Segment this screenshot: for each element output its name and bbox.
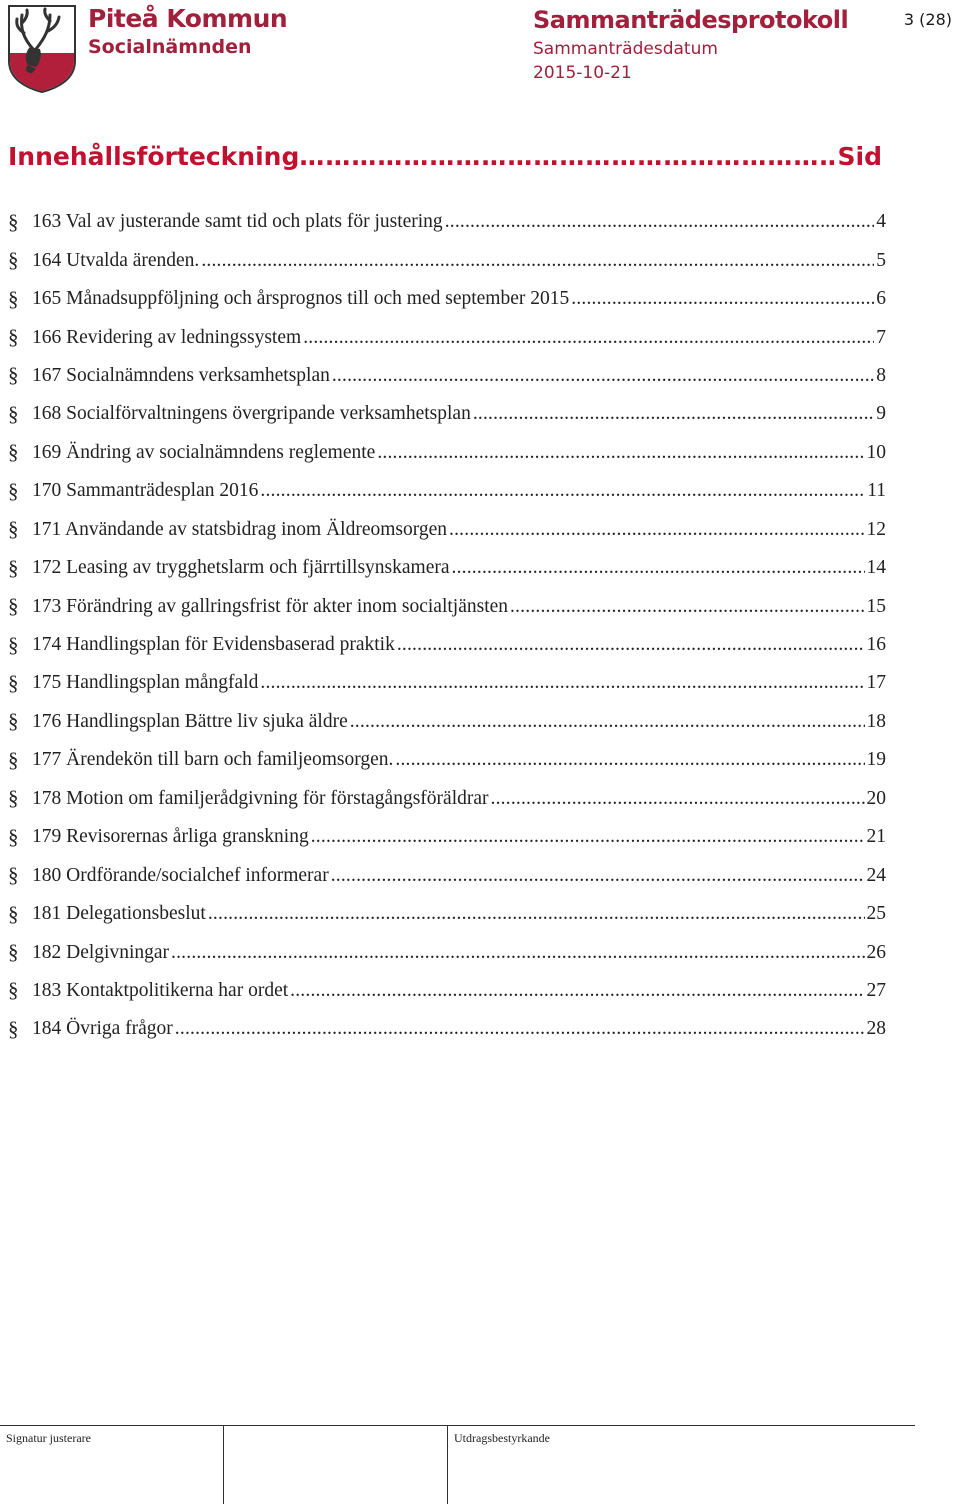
section-sign-icon: §: [8, 863, 19, 888]
toc-entry-page: 11: [867, 480, 886, 502]
toc-entry-leader: [571, 288, 874, 310]
toc-entry-page: 26: [866, 941, 886, 963]
toc-entry-page: 5: [876, 249, 886, 271]
extract-certification-box: [448, 1426, 915, 1504]
signature-footer: [0, 1425, 915, 1504]
toc-entry-title: 182 Delgivningar: [32, 941, 170, 963]
toc-entry-title: 184 Övriga frågor: [32, 1018, 173, 1040]
toc-entry[interactable]: [8, 895, 886, 933]
toc-entry-leader: [290, 980, 864, 1002]
toc-entry[interactable]: [8, 703, 886, 741]
extract-label: Utdragsbestyrkande: [454, 1431, 550, 1445]
toc-entry[interactable]: [8, 933, 886, 971]
toc-entry-title: 170 Sammanträdesplan 2016: [32, 480, 259, 502]
toc-entry-leader: [311, 826, 865, 848]
toc-entry[interactable]: [8, 203, 886, 241]
toc-list: [8, 203, 886, 1049]
toc-entry[interactable]: [8, 434, 886, 472]
section-sign-icon: §: [8, 901, 19, 926]
section-sign-icon: §: [8, 940, 19, 965]
toc-entry-title: 165 Månadsuppföljning och årsprognos till och med september 2015: [32, 288, 570, 310]
toc-entry-page: 17: [866, 672, 886, 694]
section-sign-icon: §: [8, 555, 19, 580]
toc-entry[interactable]: [8, 587, 886, 625]
section-sign-icon: §: [8, 747, 19, 772]
toc-entry[interactable]: [8, 280, 886, 318]
toc-entry-page: 8: [876, 364, 886, 386]
section-sign-icon: §: [8, 209, 19, 234]
toc-entry-title: 176 Handlingsplan Bättre liv sjuka äldre: [32, 710, 348, 732]
toc-entry-leader: [452, 557, 865, 579]
toc-entry-leader: [377, 442, 864, 464]
meeting-date-label: Sammanträdesdatum: [533, 39, 718, 59]
toc-entry-leader: [260, 672, 864, 694]
organization-name: Piteå Kommun: [88, 4, 288, 33]
toc-entry-page: 18: [866, 710, 886, 732]
section-sign-icon: §: [8, 594, 19, 619]
toc-entry-title: 177 Ärendekön till barn och familjeomsorgen.: [32, 749, 394, 771]
toc-entry-leader: [445, 211, 875, 233]
department-name: Socialnämnden: [88, 36, 252, 58]
toc-entry-leader: [332, 365, 874, 387]
toc-entry-leader: [397, 634, 865, 656]
toc-entry-page: 10: [866, 441, 886, 463]
toc-heading-title: Innehållsförteckning: [8, 142, 300, 171]
toc-entry[interactable]: [8, 395, 886, 433]
toc-entry-title: 175 Handlingsplan mångfald: [32, 672, 259, 694]
toc-entry-title: 181 Delegationsbeslut: [32, 903, 206, 925]
section-sign-icon: §: [8, 248, 19, 273]
toc-entry-title: 166 Revidering av ledningssystem: [32, 326, 302, 348]
section-sign-icon: §: [8, 363, 19, 388]
section-sign-icon: §: [8, 517, 19, 542]
toc-entry[interactable]: [8, 664, 886, 702]
toc-heading: [8, 142, 882, 171]
toc-heading-leader: [299, 142, 837, 171]
section-sign-icon: §: [8, 632, 19, 657]
toc-entry-title: 171 Användande av statsbidrag inom Äldreomsorgen: [32, 518, 448, 540]
toc-entry-leader: [303, 327, 874, 349]
toc-entry[interactable]: [8, 741, 886, 779]
reindeer-coat-of-arms-icon: [6, 3, 78, 93]
toc-entry-page: 25: [866, 903, 886, 925]
toc-entry-page: 9: [876, 403, 886, 425]
toc-entry-title: 180 Ordförande/socialchef informerar: [32, 864, 329, 886]
toc-entry-title: 168 Socialförvaltningens övergripande verksamhetsplan: [32, 403, 471, 425]
section-sign-icon: §: [8, 786, 19, 811]
toc-entry-leader: [510, 596, 864, 618]
page-number: 3 (28): [903, 10, 952, 29]
section-sign-icon: §: [8, 709, 19, 734]
toc-entry[interactable]: [8, 818, 886, 856]
toc-entry-page: 6: [876, 288, 886, 310]
toc-entry-page: 4: [876, 211, 886, 233]
toc-entry-title: 178 Motion om familjerådgivning för förstagångsföräldrar: [32, 787, 489, 809]
toc-entry-leader: [491, 788, 865, 810]
toc-entry-page: 12: [866, 518, 886, 540]
toc-entry-title: 174 Handlingsplan för Evidensbaserad praktik: [32, 634, 395, 656]
toc-entry[interactable]: [8, 626, 886, 664]
toc-entry-page: 21: [866, 826, 886, 848]
toc-entry-page: 20: [866, 787, 886, 809]
toc-entry[interactable]: [8, 511, 886, 549]
section-sign-icon: §: [8, 1016, 19, 1041]
toc-entry-leader: [171, 942, 864, 964]
toc-entry-page: 15: [866, 595, 886, 617]
section-sign-icon: §: [8, 824, 19, 849]
toc-entry-title: 169 Ändring av socialnämndens reglemente: [32, 441, 376, 463]
toc-entry-leader: [208, 903, 865, 925]
section-sign-icon: §: [8, 670, 19, 695]
section-sign-icon: §: [8, 286, 19, 311]
toc-entry-page: 19: [866, 749, 886, 771]
toc-entry-leader: [350, 711, 865, 733]
toc-entry-page: 7: [876, 326, 886, 348]
section-sign-icon: §: [8, 325, 19, 350]
toc-entry-leader: [260, 480, 865, 502]
toc-entry-page: 14: [866, 557, 886, 579]
toc-entry-page: 24: [866, 864, 886, 886]
toc-entry[interactable]: [8, 1010, 886, 1048]
meeting-date-value: 2015-10-21: [533, 63, 632, 83]
toc-entry-title: 172 Leasing av trygghetslarm och fjärrtillsynskamera: [32, 557, 450, 579]
toc-entry-leader: [449, 519, 864, 541]
section-sign-icon: §: [8, 478, 19, 503]
signature-label: Signatur justerare: [6, 1431, 91, 1445]
toc-entry[interactable]: [8, 780, 886, 818]
toc-entry[interactable]: [8, 856, 886, 894]
section-sign-icon: §: [8, 440, 19, 465]
toc-entry[interactable]: [8, 318, 886, 356]
section-sign-icon: §: [8, 978, 19, 1003]
toc-entry-title: 183 Kontaktpolitikerna har ordet: [32, 979, 289, 1001]
toc-entry-title: 167 Socialnämndens verksamhetsplan: [32, 364, 330, 386]
toc-entry[interactable]: [8, 241, 886, 279]
toc-entry-leader: [175, 1018, 865, 1040]
toc-entry-title: 164 Utvalda ärenden.: [32, 249, 200, 271]
toc-entry[interactable]: [8, 972, 886, 1010]
toc-entry-page: 27: [866, 979, 886, 1001]
section-sign-icon: §: [8, 401, 19, 426]
toc-entry-title: 179 Revisorernas årliga granskning: [32, 826, 309, 848]
toc-entry-leader: [331, 865, 865, 887]
toc-heading-page-label: Sid: [837, 142, 882, 171]
toc-entry[interactable]: [8, 472, 886, 510]
signature-box-empty: [224, 1426, 448, 1504]
toc-entry[interactable]: [8, 357, 886, 395]
toc-entry-leader: [395, 749, 864, 771]
toc-entry-page: 16: [866, 634, 886, 656]
document-type: Sammanträdesprotokoll: [533, 6, 849, 34]
toc-entry-title: 173 Förändring av gallringsfrist för akter inom socialtjänsten: [32, 595, 509, 617]
signature-box: [0, 1426, 224, 1504]
toc-entry[interactable]: [8, 549, 886, 587]
toc-entry-title: 163 Val av justerande samt tid och plats för justering: [32, 211, 443, 233]
toc-entry-leader: [473, 403, 874, 425]
toc-entry-leader: [201, 250, 874, 272]
toc-entry-page: 28: [866, 1018, 886, 1040]
